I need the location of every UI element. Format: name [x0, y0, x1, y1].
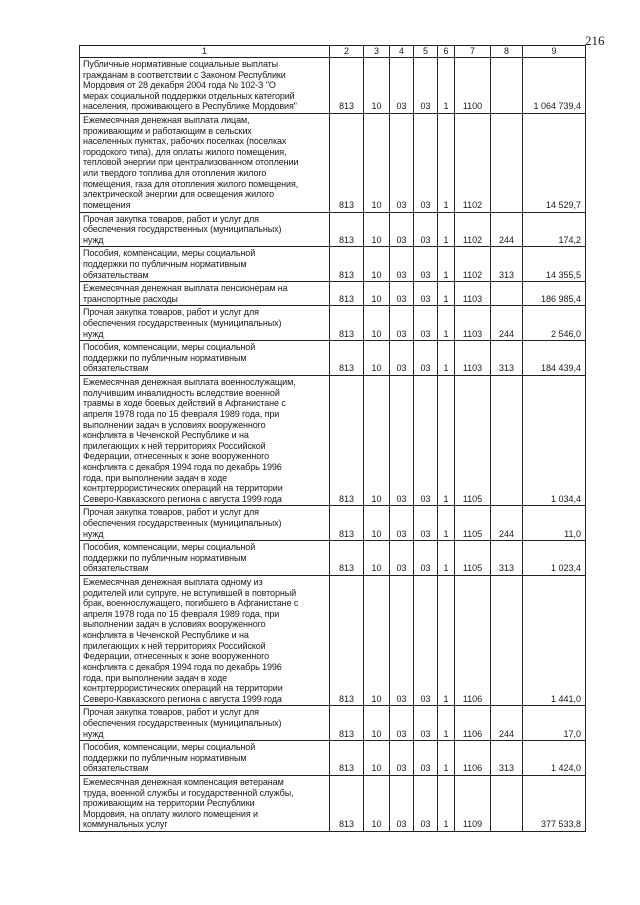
- table-row: [80, 776, 586, 832]
- cell-code-8: 313: [491, 541, 523, 576]
- header-col-7: 7: [455, 46, 491, 58]
- cell-amount: 2 546,0: [523, 306, 586, 341]
- table-row: [80, 114, 586, 212]
- cell-code-4: 03: [390, 741, 414, 776]
- cell-code-6: 1: [438, 212, 455, 247]
- cell-code-4: 03: [390, 282, 414, 306]
- cell-code-4: 03: [390, 576, 414, 706]
- cell-code-5: 03: [414, 58, 438, 114]
- cell-code-7: 1103: [455, 306, 491, 341]
- cell-code-2: 813: [330, 341, 364, 376]
- cell-code-3: 10: [364, 541, 390, 576]
- cell-code-2: 813: [330, 58, 364, 114]
- table-row: [80, 376, 586, 506]
- cell-code-2: 813: [330, 247, 364, 282]
- cell-amount: 377 533,8: [523, 776, 586, 832]
- table-row: [80, 506, 586, 541]
- cell-code-7: 1103: [455, 282, 491, 306]
- cell-code-8: 313: [491, 341, 523, 376]
- cell-code-4: 03: [390, 114, 414, 212]
- cell-code-5: 03: [414, 212, 438, 247]
- cell-code-7: 1106: [455, 706, 491, 741]
- cell-code-5: 03: [414, 541, 438, 576]
- cell-code-5: 03: [414, 506, 438, 541]
- cell-code-7: 1105: [455, 541, 491, 576]
- cell-code-4: 03: [390, 247, 414, 282]
- table-row: [80, 282, 586, 306]
- cell-amount: 1 023,4: [523, 541, 586, 576]
- cell-code-8: 244: [491, 506, 523, 541]
- cell-code-6: 1: [438, 282, 455, 306]
- cell-code-5: 03: [414, 376, 438, 506]
- row-description: Пособия, компенсации, меры социальной поддержки по публичным нормативным обязательствам: [80, 541, 330, 576]
- cell-amount: 174,2: [523, 212, 586, 247]
- cell-amount: 186 985,4: [523, 282, 586, 306]
- cell-code-2: 813: [330, 376, 364, 506]
- cell-code-2: 813: [330, 506, 364, 541]
- cell-code-3: 10: [364, 741, 390, 776]
- cell-code-2: 813: [330, 576, 364, 706]
- table-row: [80, 341, 586, 376]
- cell-code-6: 1: [438, 306, 455, 341]
- header-col-1: 1: [80, 46, 330, 58]
- page-number: 216: [585, 33, 605, 48]
- cell-code-4: 03: [390, 212, 414, 247]
- header-col-2: 2: [330, 46, 364, 58]
- cell-code-2: 813: [330, 776, 364, 832]
- cell-code-5: 03: [414, 741, 438, 776]
- cell-code-3: 10: [364, 776, 390, 832]
- row-description: Ежемесячная денежная выплата лицам, проживающим и работающим в сельских населенных пунктах, рабочих поселках (поселках городского типа), для оплаты жилого помещения, тепловой энергии при централизованном отоплении или твердого топлива для отопления жилого помещения, газа для отопления жилого помещения, электрической энергии для освещения жилого помещения: [80, 114, 330, 212]
- header-col-9: 9: [523, 46, 586, 58]
- cell-code-3: 10: [364, 212, 390, 247]
- cell-code-4: 03: [390, 541, 414, 576]
- cell-code-6: 1: [438, 58, 455, 114]
- cell-code-3: 10: [364, 706, 390, 741]
- cell-code-3: 10: [364, 506, 390, 541]
- header-col-3: 3: [364, 46, 390, 58]
- cell-code-3: 10: [364, 306, 390, 341]
- cell-code-3: 10: [364, 341, 390, 376]
- cell-amount: 14 355,5: [523, 247, 586, 282]
- cell-amount: 17,0: [523, 706, 586, 741]
- table-row: [80, 576, 586, 706]
- cell-code-5: 03: [414, 776, 438, 832]
- cell-code-8: [491, 282, 523, 306]
- cell-code-8: [491, 376, 523, 506]
- cell-code-2: 813: [330, 306, 364, 341]
- cell-code-5: 03: [414, 706, 438, 741]
- cell-code-6: 1: [438, 541, 455, 576]
- cell-code-3: 10: [364, 282, 390, 306]
- table-row: [80, 247, 586, 282]
- row-description: Прочая закупка товаров, работ и услуг для обеспечения государственных (муниципальных) нужд: [80, 306, 330, 341]
- row-description: Ежемесячная денежная компенсация ветеранам труда, военной службы и государственной службы, проживающим на территории Республики Мордовия, на оплату жилого помещения и коммунальных услуг: [80, 776, 330, 832]
- row-description: Пособия, компенсации, меры социальной поддержки по публичным нормативным обязательствам: [80, 741, 330, 776]
- cell-code-2: 813: [330, 114, 364, 212]
- cell-code-6: 1: [438, 114, 455, 212]
- row-description: Публичные нормативные социальные выплаты гражданам в соответствии с Законом Республики Мордовия от 28 декабря 2004 года № 102-З "О мерах социальной поддержки отдельных категорий населения, проживающего в Республике Мордовия": [80, 58, 330, 114]
- cell-code-7: 1106: [455, 741, 491, 776]
- cell-code-8: 244: [491, 212, 523, 247]
- cell-code-7: 1100: [455, 58, 491, 114]
- cell-code-8: [491, 576, 523, 706]
- cell-code-6: 1: [438, 341, 455, 376]
- cell-code-7: 1109: [455, 776, 491, 832]
- cell-code-4: 03: [390, 376, 414, 506]
- row-description: Пособия, компенсации, меры социальной поддержки по публичным нормативным обязательствам: [80, 247, 330, 282]
- cell-code-8: [491, 58, 523, 114]
- cell-code-8: [491, 776, 523, 832]
- cell-code-6: 1: [438, 576, 455, 706]
- header-col-4: 4: [390, 46, 414, 58]
- cell-code-5: 03: [414, 576, 438, 706]
- row-description: Пособия, компенсации, меры социальной поддержки по публичным нормативным обязательствам: [80, 341, 330, 376]
- cell-code-6: 1: [438, 706, 455, 741]
- cell-code-4: 03: [390, 776, 414, 832]
- cell-code-2: 813: [330, 741, 364, 776]
- cell-code-6: 1: [438, 506, 455, 541]
- row-description: Прочая закупка товаров, работ и услуг для обеспечения государственных (муниципальных) нужд: [80, 506, 330, 541]
- cell-code-8: 313: [491, 247, 523, 282]
- cell-code-8: 244: [491, 706, 523, 741]
- cell-amount: 1 441,0: [523, 576, 586, 706]
- cell-code-6: 1: [438, 776, 455, 832]
- cell-code-7: 1103: [455, 341, 491, 376]
- table-row: [80, 741, 586, 776]
- row-description: Прочая закупка товаров, работ и услуг для обеспечения государственных (муниципальных) нужд: [80, 212, 330, 247]
- header-col-6: 6: [438, 46, 455, 58]
- cell-code-7: 1105: [455, 376, 491, 506]
- cell-amount: 11,0: [523, 506, 586, 541]
- cell-code-5: 03: [414, 282, 438, 306]
- cell-code-8: 244: [491, 306, 523, 341]
- cell-amount: 1 424,0: [523, 741, 586, 776]
- row-description: Ежемесячная денежная выплата военнослужащим, получившим инвалидность вследствие военной травмы в ходе боевых действий в Афганистане с апреля 1978 года по 15 февраля 1989 года, при выполнении задач в условиях вооруженного конфликта в Чеченской Республике и на прилегающих к ней территориях Российской Федерации, отнесенных к зоне вооруженного конфликта с декабря 1994 года по декабрь 1996 года, при выполнении задач в ходе контртеррористических операций на территории Северо-Кавказского региона с августа 1999 года: [80, 376, 330, 506]
- cell-code-3: 10: [364, 376, 390, 506]
- budget-table: [79, 45, 586, 832]
- table-row: [80, 212, 586, 247]
- cell-code-6: 1: [438, 376, 455, 506]
- cell-code-4: 03: [390, 341, 414, 376]
- cell-code-6: 1: [438, 247, 455, 282]
- cell-code-5: 03: [414, 341, 438, 376]
- cell-code-7: 1105: [455, 506, 491, 541]
- cell-code-7: 1102: [455, 212, 491, 247]
- row-description: Прочая закупка товаров, работ и услуг для обеспечения государственных (муниципальных) нужд: [80, 706, 330, 741]
- cell-code-3: 10: [364, 247, 390, 282]
- cell-code-8: [491, 114, 523, 212]
- cell-code-7: 1102: [455, 247, 491, 282]
- cell-code-2: 813: [330, 541, 364, 576]
- table-row: [80, 541, 586, 576]
- row-description: Ежемесячная денежная выплата пенсионерам на транспортные расходы: [80, 282, 330, 306]
- cell-code-4: 03: [390, 306, 414, 341]
- cell-code-7: 1106: [455, 576, 491, 706]
- cell-code-5: 03: [414, 247, 438, 282]
- cell-code-8: 313: [491, 741, 523, 776]
- header-col-8: 8: [491, 46, 523, 58]
- cell-code-6: 1: [438, 741, 455, 776]
- cell-amount: 1 064 739,4: [523, 58, 586, 114]
- cell-code-3: 10: [364, 576, 390, 706]
- cell-amount: 1 034,4: [523, 376, 586, 506]
- cell-code-5: 03: [414, 114, 438, 212]
- header-col-5: 5: [414, 46, 438, 58]
- cell-code-5: 03: [414, 306, 438, 341]
- header-row: [80, 46, 586, 58]
- cell-code-2: 813: [330, 212, 364, 247]
- cell-code-4: 03: [390, 506, 414, 541]
- table-row: [80, 706, 586, 741]
- cell-code-7: 1102: [455, 114, 491, 212]
- table-row: [80, 306, 586, 341]
- row-description: Ежемесячная денежная выплата одному из родителей или супруге, не вступившей в повторный брак, военнослужащего, погибшего в Афганистане с апреля 1978 года по 15 февраля 1989 года, при выполнении задач в условиях вооруженного конфликта в Чеченской Республике и на прилегающих к ней территориях Российской Федерации, отнесенных к зоне вооруженного конфликта с декабря 1994 года по декабрь 1996 года, при выполнении задач в ходе контртеррористических операций на территории Северо-Кавказского региона с августа 1999 года: [80, 576, 330, 706]
- cell-amount: 14 529,7: [523, 114, 586, 212]
- cell-code-3: 10: [364, 114, 390, 212]
- cell-code-2: 813: [330, 706, 364, 741]
- cell-code-3: 10: [364, 58, 390, 114]
- table-row: [80, 58, 586, 114]
- cell-code-4: 03: [390, 58, 414, 114]
- cell-code-2: 813: [330, 282, 364, 306]
- cell-amount: 184 439,4: [523, 341, 586, 376]
- cell-code-4: 03: [390, 706, 414, 741]
